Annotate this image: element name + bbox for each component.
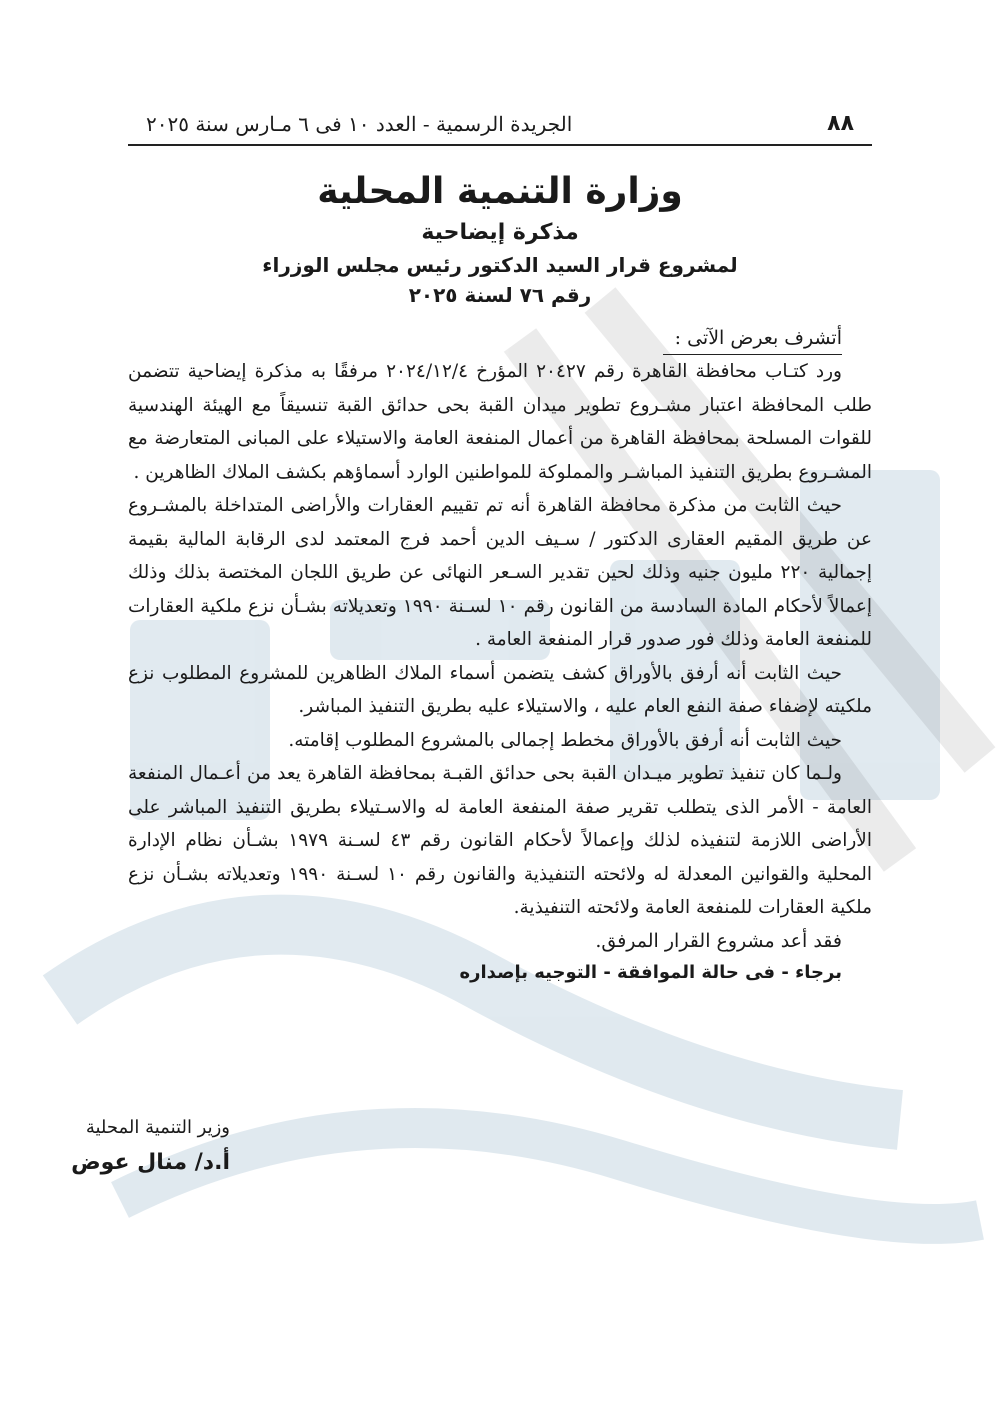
- closing-line: فقد أعد مشروع القرار المرفق.: [595, 929, 842, 952]
- signatory-title: وزير التنمية المحلية: [85, 1117, 230, 1138]
- document-titles: [128, 168, 872, 310]
- paragraph: حيث الثابت أنه أرفق بالأوراق مخطط إجمالى بالمشروع المطلوب إقامته.: [288, 729, 842, 751]
- paragraph: حيث الثابت من مذكرة محافظة القاهرة أنه تم تقييم العقارات والأراضى المتداخلة بالمشـروع عن طريق المقيم العقارى الدكتور / سـيف الدين أحمد فرج المعتمد لدى الرقابة المالية بقيمة إجمالية ٢٢٠ مليون جنيه وذلك لحين تقدير السـعر النهائى عن طريق اللجان المختصة بذلك وذلك إعمالاً لأحكام المادة السادسة من القانون رقم ١٠ لسـنة ١٩٩٠ وتعديلاته بشـأن نزع ملكية العقارات للمنفعة العامة وذلك فور صدور قرار المنفعة العامة .: [128, 495, 872, 650]
- closing-request: برجاء - فى حالة الموافقة - التوجيه بإصداره: [459, 961, 842, 983]
- memo-subtitle: لمشروع قرار السيد الدكتور رئيس مجلس الوزراء: [262, 253, 738, 277]
- memo-title: مذكرة إيضاحية: [421, 220, 579, 245]
- greeting-text: أتشرف بعرض الآتى :: [663, 322, 842, 355]
- paragraph: حيث الثابت أنه أرفق بالأوراق كشف يتضمن أسماء الملاك الظاهرين للمشروع المطلوب نزع ملكيته لإضفاء صفة النفع العام عليه ، والاستيلاء عليه بطريق التنفيذ المباشر.: [128, 662, 872, 717]
- signatory-name: أ.د/ منال عوض: [71, 1150, 230, 1175]
- paragraph: ورد كتـاب محافظة القاهرة رقم ٢٠٤٢٧ المؤرخ ٢٠٢٤/١٢/٤ مرفقًا به مذكرة إيضاحية تتضمن طلب المحافظة اعتبار مشـروع تطوير ميدان القبة بحى حدائق القبة تنسيقاً مع الهيئة الهندسية للقوات المسلحة بمحافظة القاهرة من أعمال المنفعة العامة والاستيلاء على المبانى المتعارضة مع المشـروع بطريق التنفيذ المباشـر والمملوكة للمواطنين الوارد أسماؤهم بكشف الملاك الظاهرين .: [128, 361, 872, 483]
- gazette-line: الجريدة الرسمية - العدد ١٠ فى ٦ مـارس سنة ٢٠٢٥: [146, 112, 573, 136]
- greeting-line: [128, 322, 872, 355]
- page-number: ٨٨: [827, 111, 854, 136]
- closing: [128, 925, 872, 989]
- decree-number: رقم ٧٦ لسنة ٢٠٢٥: [408, 283, 592, 307]
- memo-body: [128, 355, 872, 925]
- paragraph: ولـما كان تنفيذ تطوير ميـدان القبة بحى حدائق القبـة بمحافظة القاهرة يعد من أعـمال المنفعة العامة - الأمر الذى يتطلب تقرير صفة المنفعة العامة له والاسـتيلاء بطريق التنفيذ المباشر على الأراضى اللازمة لتنفيذه لذلك وإعمالاً لأحكام القانون رقم ٤٣ لسـنة ١٩٧٩ بشـأن نظام الإدارة المحلية والقوانين المعدلة له ولائحته التنفيذية والقانون رقم ١٠ لسـنة ١٩٩٠ وتعديلاته بشـأن نزع ملكية العقارات للمنفعة العامة ولائحته التنفيذية.: [128, 763, 872, 918]
- ministry-title: وزارة التنمية المحلية: [317, 171, 683, 212]
- page-header: [128, 108, 872, 146]
- document-page: [128, 108, 872, 1398]
